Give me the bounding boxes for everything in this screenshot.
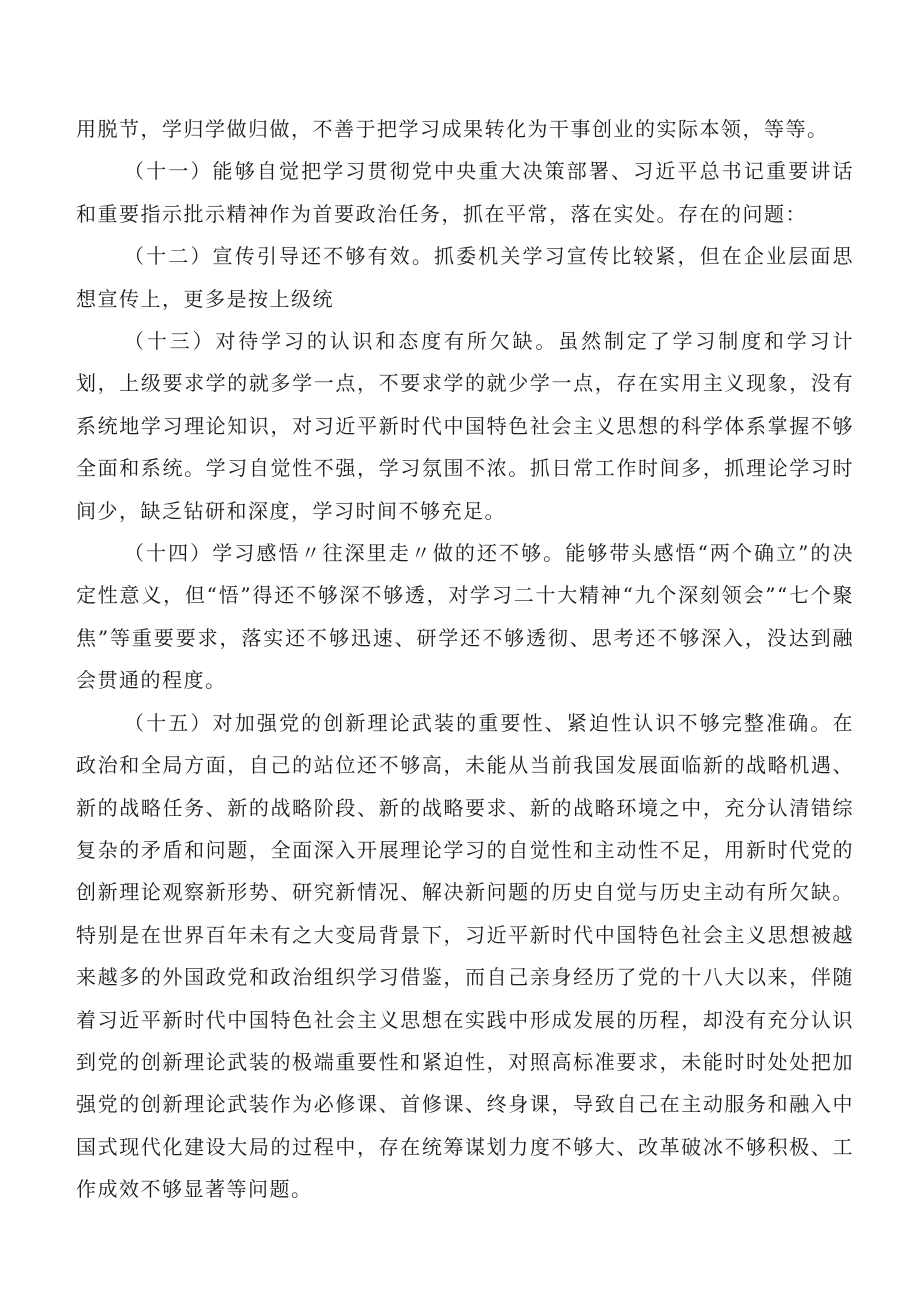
paragraph-continuation: 用脱节，学归学做归做，不善于把学习成果转化为干事创业的实际本领，等等。 bbox=[76, 117, 829, 141]
paragraph-fourteen: （十四）学习感悟〃往深里走〃做的还不够。能够带头感悟“两个确立”的决定性意义，但“悟”得还不够深不够透，对学习二十大精神“九个深刻领会”“七个聚焦”等重要要求，落实还不够迅速、研学还不够透彻、思考还不够深入，没达到融会贯通的程度。 bbox=[76, 541, 854, 693]
paragraph-twelve: （十二）宣传引导还不够有效。抓委机关学习宣传比较紧，但在企业层面思想宣传上，更多是按上级统 bbox=[76, 244, 854, 311]
document-page bbox=[76, 108, 854, 1211]
paragraph-thirteen: （十三）对待学习的认识和态度有所欠缺。虽然制定了学习制度和学习计划，上级要求学的就多学一点，不要求学的就少学一点，存在实用主义现象，没有系统地学习理论知识，对习近平新时代中国特色社会主义思想的科学体系掌握不够全面和系统。学习自觉性不强，学习氛围不浓。抓日常工作时间多，抓理论学习时间少，缺乏钻研和深度，学习时间不够充足。 bbox=[76, 329, 854, 523]
paragraph-eleven: （十一）能够自觉把学习贯彻党中央重大决策部署、习近平总书记重要讲话和重要指示批示精神作为首要政治任务，抓在平常，落在实处。存在的问题： bbox=[76, 159, 854, 226]
paragraph-fifteen: （十五）对加强党的创新理论武装的重要性、紧迫性认识不够完整准确。在政治和全局方面，自己的站位还不够高，未能从当前我国发展面临新的战略机遇、新的战略任务、新的战略阶段、新的战略要求、新的战略环境之中，充分认清错综复杂的矛盾和问题，全面深入开展理论学习的自觉性和主动性不足，用新时代党的创新理论观察新形势、研究新情况、解决新问题的历史自觉与历史主动有所欠缺。特别是在世界百年未有之大变局背景下，习近平新时代中国特色社会主义思想被越来越多的外国政党和政治组织学习借鉴，而自己亲身经历了党的十八大以来，伴随着习近平新时代中国特色社会主义思想在实践中形成发展的历程，却没有充分认识到党的创新理论武装的极端重要性和紧迫性，对照高标准要求，未能时时处处把加强党的创新理论武装作为必修课、首修课、终身课，导致自己在主动服务和融入中国式现代化建设大局的过程中，存在统筹谋划力度不够大、改革破冰不够积极、工作成效不够显著等问题。 bbox=[76, 710, 854, 1202]
